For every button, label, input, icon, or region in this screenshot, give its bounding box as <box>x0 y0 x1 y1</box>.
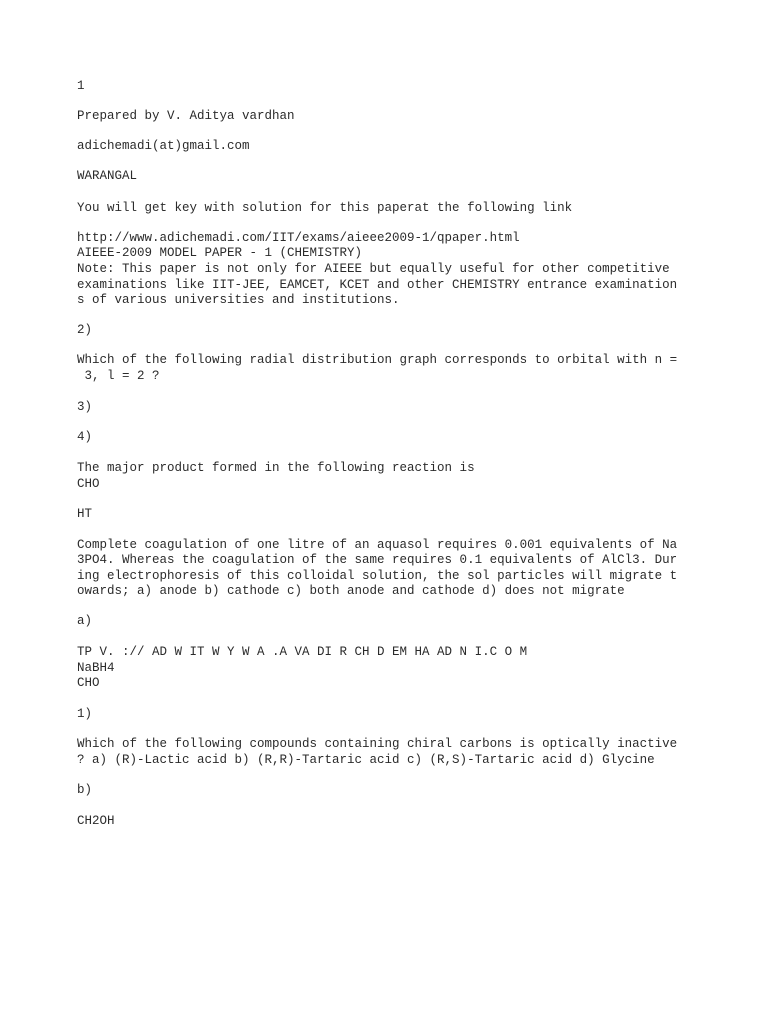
note-line-3: s of various universities and institutions. <box>77 293 400 307</box>
product-ch2oh: CH2OH <box>77 814 115 828</box>
key-note: You will get key with solution for this paperat the following link <box>77 201 573 215</box>
product-cho: CHO <box>77 676 100 690</box>
question-2-label: 2) <box>77 323 93 337</box>
solution-link: http://www.adichemadi.com/IIT/exams/aieee2009-1/qpaper.html <box>77 231 520 245</box>
author-email: adichemadi(at)gmail.com <box>77 139 250 153</box>
author-line: Prepared by V. Aditya vardhan <box>77 109 295 123</box>
question-3-label: 3) <box>77 400 93 414</box>
page-number: 1 <box>77 79 85 93</box>
paper-title: AIEEE-2009 MODEL PAPER - 1 (CHEMISTRY) <box>77 246 363 260</box>
reagent-ht: HT <box>77 507 93 521</box>
option-a-label: a) <box>77 614 93 628</box>
question-1-line-2: ? a) (R)-Lactic acid b) (R,R)-Tartaric acid c) (R,S)-Tartaric acid d) Glycine <box>77 753 655 767</box>
question-1-line-1: Which of the following compounds containing chiral carbons is optically inactive <box>77 737 678 751</box>
option-b-label: b) <box>77 783 93 797</box>
question-2-line-2: 3, l = 2 ? <box>77 369 160 383</box>
note-line-2: examinations like IIT-JEE, EAMCET, KCET and other CHEMISTRY entrance examination <box>77 278 678 292</box>
coagulation-line-2: 3PO4. Whereas the coagulation of the same requires 0.1 equivalents of AlCl3. Dur <box>77 553 678 567</box>
coagulation-line-4: owards; a) anode b) cathode c) both anode and cathode d) does not migrate <box>77 584 625 598</box>
question-2-line-1: Which of the following radial distribution graph corresponds to orbital with n = <box>77 353 678 367</box>
question-4-text: The major product formed in the following reaction is <box>77 461 475 475</box>
note-line-1: Note: This paper is not only for AIEEE but equally useful for other competitive <box>77 262 670 276</box>
question-1-label: 1) <box>77 707 93 721</box>
author-city: WARANGAL <box>77 169 138 183</box>
coagulation-line-3: ing electrophoresis of this colloidal solution, the sol particles will migrate t <box>77 569 678 583</box>
coagulation-line-1: Complete coagulation of one litre of an aquasol requires 0.001 equivalents of Na <box>77 538 678 552</box>
watermark-text: TP V. :// AD W IT W Y W A .A VA DI R CH D EM HA AD N I.C O M <box>77 645 528 659</box>
reactant-cho: CHO <box>77 477 100 491</box>
reagent-nabh4: NaBH4 <box>77 661 115 675</box>
question-4-label: 4) <box>77 430 93 444</box>
